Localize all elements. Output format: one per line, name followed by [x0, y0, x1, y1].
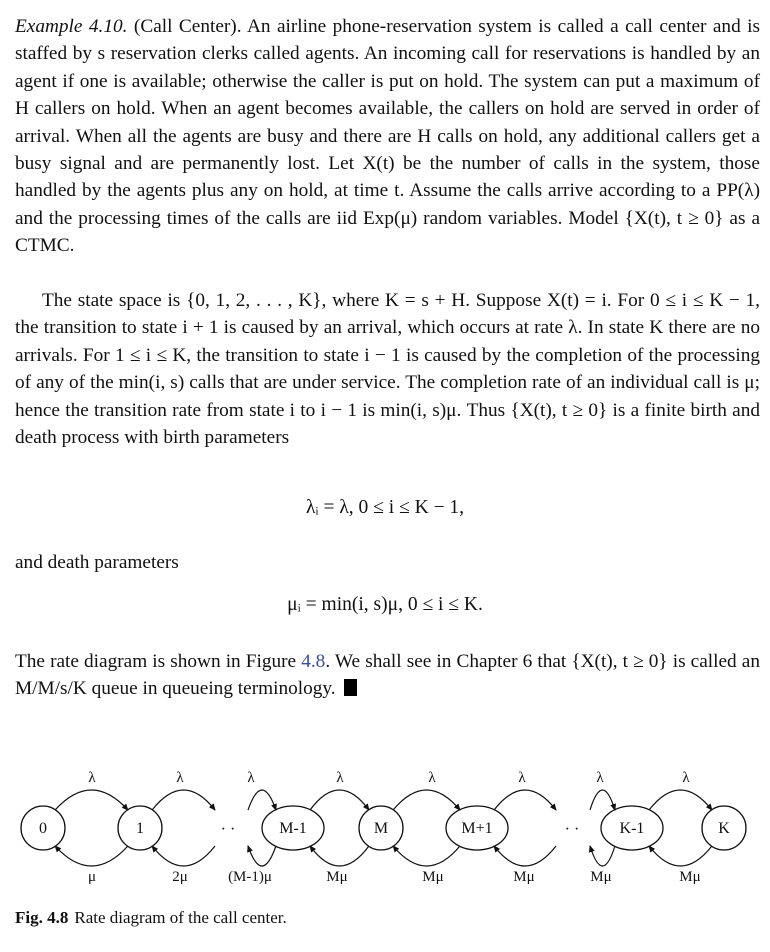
birth-arc-7	[649, 790, 712, 810]
ellipsis-right: · ·	[564, 821, 580, 838]
birth-arc-1	[152, 790, 215, 810]
birth-parameters-equation: λᵢ = λ, 0 ≤ i ≤ K − 1,	[305, 497, 465, 518]
death-rate-label-2: (M-1)μ	[228, 869, 272, 885]
birth-arc-6	[590, 790, 615, 810]
death-arc-1	[152, 846, 215, 866]
death-parameters-equation: μᵢ = min(i, s)μ, 0 ≤ i ≤ K.	[287, 594, 483, 615]
conclusion-text-end: . We shall see in Chapter 6 that {X(t), t ≥ 0} is called an M/M/s/K queue in queueing terminology.	[15, 651, 760, 700]
death-arc-3	[310, 846, 369, 866]
conclusion-paragraph	[15, 648, 760, 703]
death-arc-0	[55, 846, 128, 866]
death-rate-label-5: Mμ	[513, 869, 535, 885]
state-space-paragraph: The state space is {0, 1, 2, . . . , K}, where K = s + H. Suppose X(t) = i. For 0 ≤ i ≤ K − 1, the transition to state i + 1 is caused by an arrival, which occurs at rate λ. In state K there are no arrivals. For 1 ≤ i ≤ K, the transition to state i − 1 is caused by the completion of the processing of any of the min(i, s) calls that are under service. The completion rate of an individual call is μ; hence the transition rate from state i to i − 1 is min(i, s)μ. Thus {X(t), t ≥ 0} is a finite birth and death process with birth parameters	[15, 290, 760, 449]
death-rate-label-4: Mμ	[422, 869, 444, 885]
ellipsis-left: · ·	[220, 821, 236, 838]
example-paragraph	[15, 13, 760, 260]
state-label-0: 0	[39, 820, 47, 837]
state-label-K-1: K-1	[619, 820, 645, 837]
birth-rate-label-0: λ	[88, 770, 96, 786]
example-label: Example 4.10.	[15, 16, 128, 37]
death-arc-7	[649, 846, 712, 866]
birth-arc-0	[55, 790, 128, 810]
state-label-1: 1	[136, 820, 144, 837]
figure-caption-label: Fig. 4.8	[15, 908, 69, 927]
rate-diagram	[0, 760, 770, 900]
birth-rate-label-2: λ	[247, 770, 255, 786]
figure-caption	[15, 908, 287, 928]
death-arc-5	[494, 846, 556, 866]
birth-rate-label-1: λ	[176, 770, 184, 786]
figure-caption-text: Rate diagram of the call center.	[74, 908, 287, 927]
birth-rate-label-7: λ	[682, 770, 690, 786]
death-arc-2	[248, 846, 276, 866]
birth-rate-label-5: λ	[518, 770, 526, 786]
state-label-K: K	[718, 820, 730, 837]
birth-rate-label-3: λ	[336, 770, 344, 786]
birth-arc-4	[393, 790, 460, 810]
state-label-M: M	[373, 820, 389, 837]
figure-reference-link[interactable]: 4.8	[301, 651, 326, 672]
birth-arc-3	[310, 790, 369, 810]
death-rate-label-7: Mμ	[679, 869, 701, 885]
birth-arc-2	[248, 790, 276, 810]
death-rate-label-6: Mμ	[590, 869, 612, 885]
conclusion-text-start: The rate diagram is shown in Figure	[15, 651, 302, 672]
state-label-M-1: M-1	[279, 820, 307, 837]
death-parameters-intro: and death parameters	[15, 552, 179, 573]
qed-square-icon	[344, 679, 357, 696]
birth-rate-label-6: λ	[596, 770, 604, 786]
birth-arc-5	[494, 790, 556, 810]
example-text: An airline phone-reservation system is called a call center and is staffed by s reservation clerks called agents. An incoming call for reservations is handled by an agent if one is available; otherwise the caller is put on hold. The system can put a maximum of H callers on hold. When an agent becomes available, the callers on hold are served in order of arrival. When all the agents are busy and there are H calls on hold, any additional callers get a busy signal and are permanently lost. Let X(t) be the number of calls in the system, those handled by the agents plus any on hold, at time t. Assume the calls arrive according to a PP(λ) and the processing times of the calls are iid Exp(μ) random variables. Model {X(t), t ≥ 0} as a CTMC.	[15, 16, 761, 257]
death-arc-4	[393, 846, 460, 866]
example-title: (Call Center).	[133, 16, 242, 37]
death-arc-6	[590, 846, 615, 866]
death-rate-label-3: Mμ	[326, 869, 348, 885]
death-rate-label-0: μ	[87, 869, 97, 885]
death-rate-label-1: 2μ	[172, 869, 188, 885]
state-label-M+1: M+1	[461, 820, 493, 837]
birth-rate-label-4: λ	[428, 770, 436, 786]
